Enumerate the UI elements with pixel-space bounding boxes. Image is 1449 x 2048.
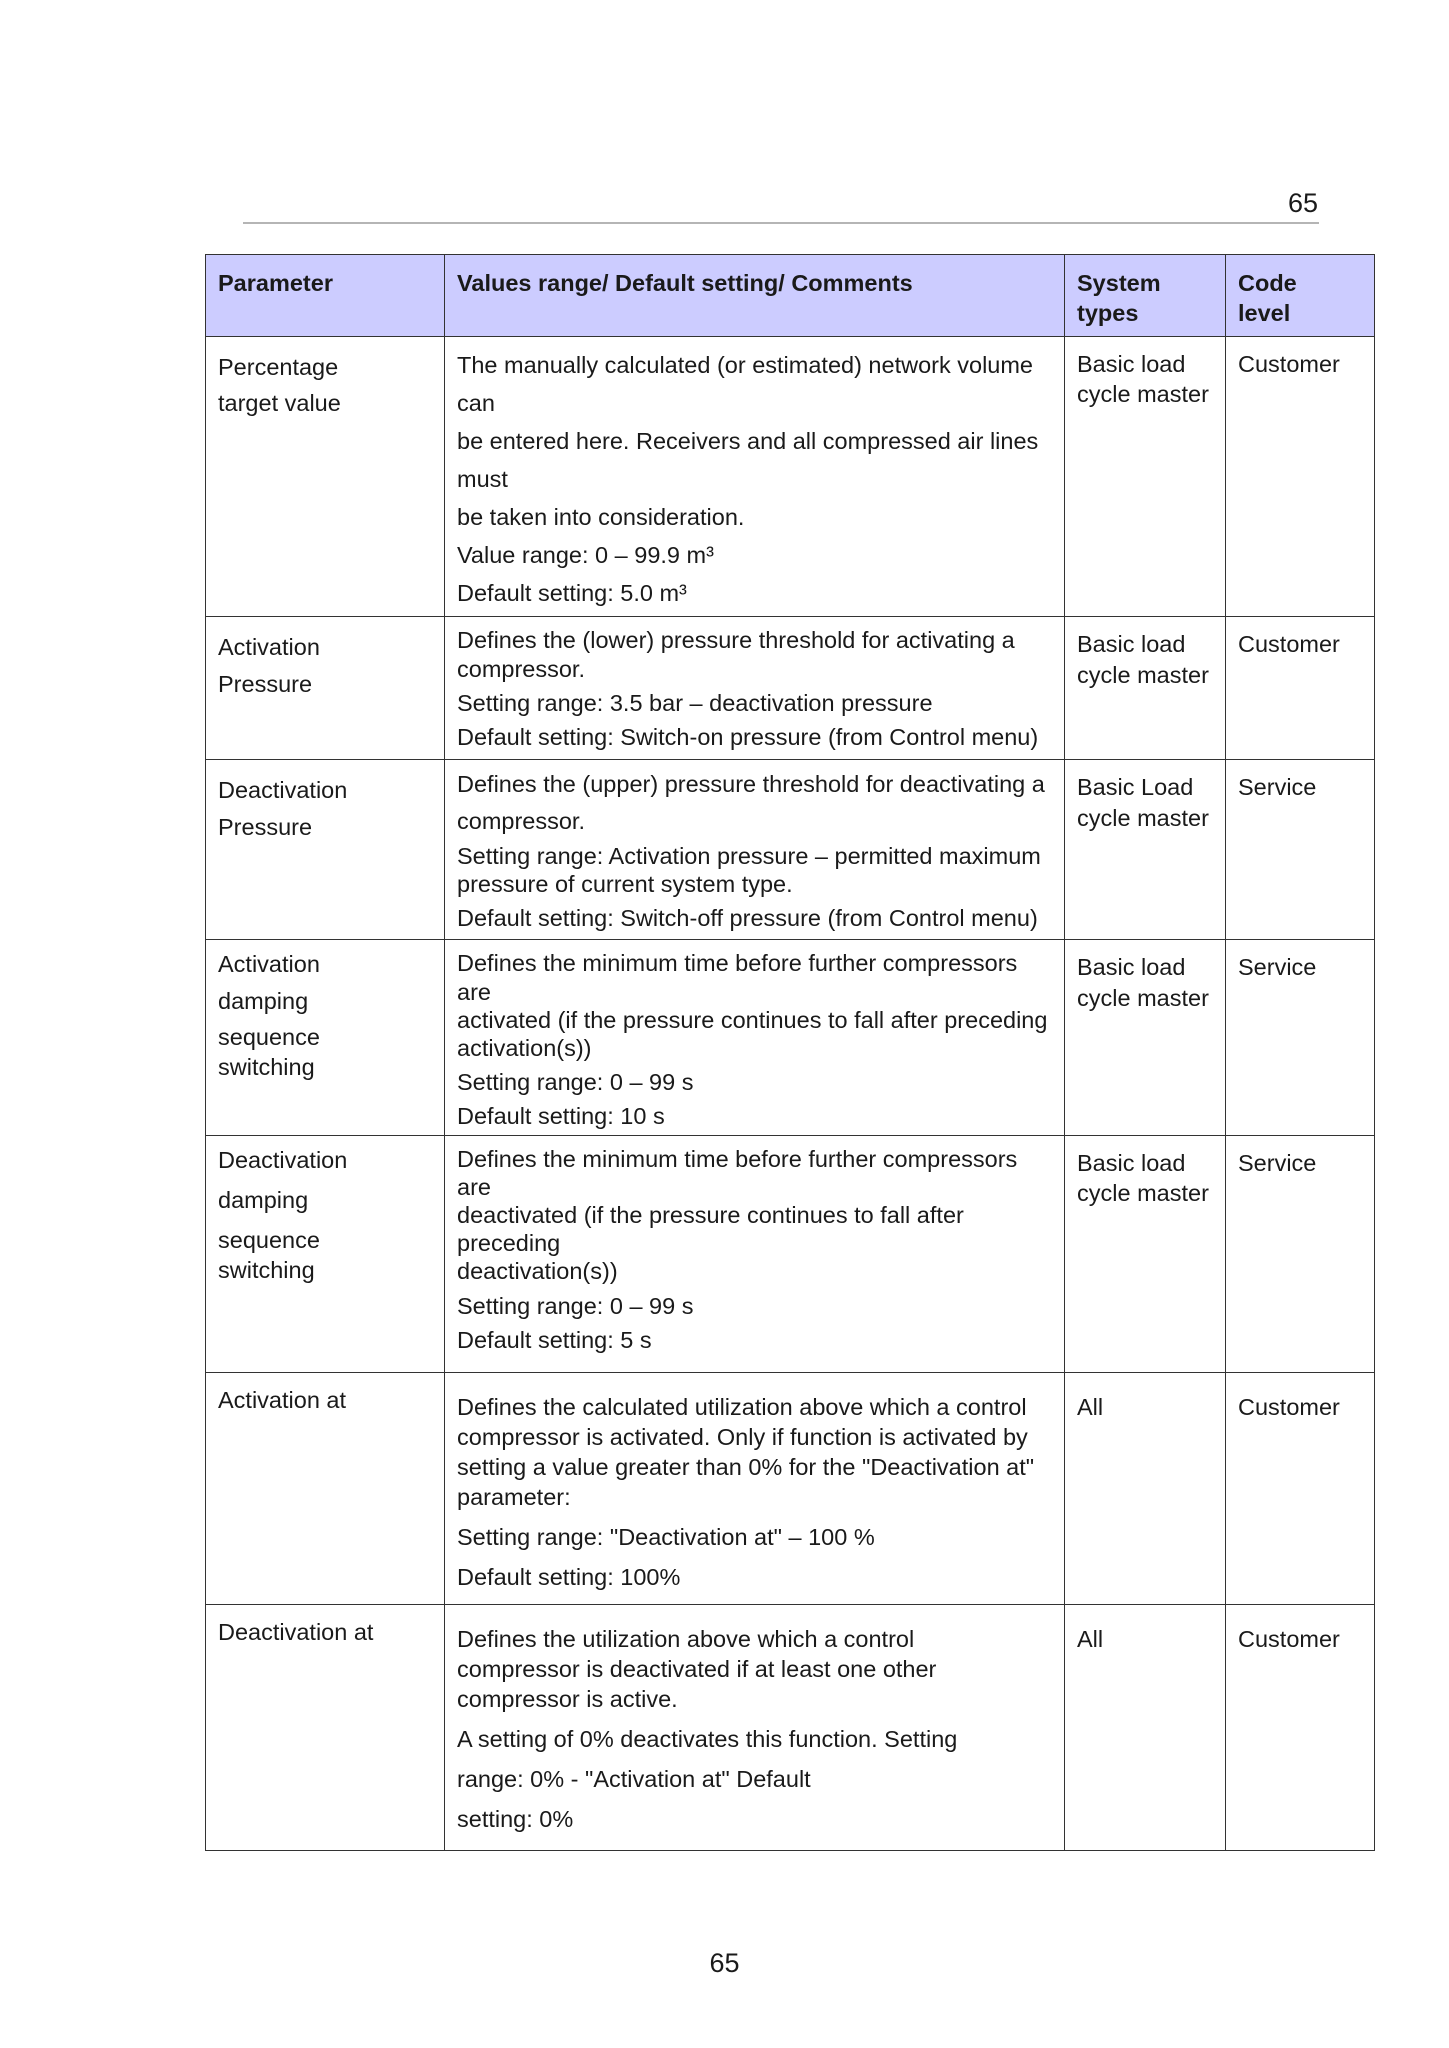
system-types-line: cycle master <box>1077 381 1209 408</box>
cell-code-level <box>1226 760 1375 940</box>
cell-values <box>445 1604 1065 1850</box>
system-types-line: cycle master <box>1077 804 1209 831</box>
cell-code-level <box>1226 940 1375 1135</box>
values-line: Setting range: 0 – 99 s <box>457 1292 694 1319</box>
parameter-line: Deactivation <box>218 1146 348 1173</box>
values-line: compressor. <box>457 655 585 682</box>
system-types-line: All <box>1077 1393 1104 1420</box>
cell-system-types <box>1065 617 1226 760</box>
values-line: Defines the minimum time before further compressors are <box>457 1145 1018 1200</box>
cell-parameter <box>206 617 445 760</box>
header-code-level-line: Code <box>1238 270 1297 296</box>
table-row <box>206 940 1375 1135</box>
table-row <box>206 760 1375 940</box>
parameter-line: Pressure <box>218 813 313 840</box>
table-row <box>206 337 1375 617</box>
table-row <box>206 1372 1375 1604</box>
cell-parameter <box>206 1135 445 1372</box>
values-line: be entered here. Receivers and all compressed air lines must <box>457 428 1039 493</box>
parameter-line: sequence <box>218 1023 320 1050</box>
parameter-line: Percentage <box>218 354 339 380</box>
parameter-line: Pressure <box>218 670 313 697</box>
cell-system-types <box>1065 1135 1226 1372</box>
cell-system-types <box>1065 1604 1226 1850</box>
table-row <box>206 1604 1375 1850</box>
values-line: Defines the calculated utilization above which a control <box>457 1393 1027 1420</box>
values-line: The manually calculated (or estimated) network volume can <box>457 352 1034 417</box>
values-line: activated (if the pressure continues to fall after preceding <box>457 1006 1048 1033</box>
values-line: compressor is deactivated if at least one other <box>457 1655 937 1682</box>
code-level-value: Service <box>1238 954 1317 981</box>
values-line: range: 0% - "Activation at" Default <box>457 1765 811 1792</box>
values-line: Default setting: Switch-on pressure (from Control menu) <box>457 724 1039 750</box>
values-line: Defines the (upper) pressure threshold for deactivating a <box>457 771 1045 798</box>
system-types-line: cycle master <box>1077 661 1209 688</box>
parameter-line: damping <box>218 987 309 1014</box>
table-row <box>206 617 1375 760</box>
parameter-table <box>205 254 1375 1851</box>
values-line: Default setting: 10 s <box>457 1103 665 1130</box>
header-code-level-line: level <box>1238 300 1291 327</box>
parameter-line: Deactivation at <box>218 1618 374 1645</box>
cell-system-types <box>1065 337 1226 617</box>
parameter-line: Activation at <box>218 1386 347 1413</box>
values-line: Default setting: 5 s <box>457 1326 652 1353</box>
system-types-line: Basic load <box>1077 631 1186 658</box>
cell-values <box>445 940 1065 1135</box>
cell-parameter <box>206 760 445 940</box>
page-number-footer: 65 <box>709 1948 740 1978</box>
values-line: parameter: <box>457 1483 571 1510</box>
values-line: Value range: 0 – 99.9 m³ <box>457 542 714 569</box>
cell-values <box>445 760 1065 940</box>
parameter-line: damping <box>218 1186 309 1213</box>
cell-parameter <box>206 940 445 1135</box>
header-parameter <box>206 255 445 337</box>
cell-parameter <box>206 1604 445 1850</box>
values-line: Setting range: 0 – 99 s <box>457 1069 694 1096</box>
values-line: pressure of current system type. <box>457 870 793 897</box>
values-line: setting a value greater than 0% for the "Deactivation at" <box>457 1453 1035 1480</box>
code-level-value: Customer <box>1238 1625 1340 1652</box>
values-line: Default setting: Switch-off pressure (from Control menu) <box>457 904 1038 931</box>
code-level-value: Customer <box>1238 351 1340 377</box>
parameter-line: switching <box>218 1053 315 1080</box>
values-line: setting: 0% <box>457 1805 574 1832</box>
values-line: Default setting: 5.0 m³ <box>457 580 687 607</box>
system-types-line: cycle master <box>1077 1179 1209 1206</box>
values-line: Default setting: 100% <box>457 1563 681 1590</box>
cell-parameter <box>206 337 445 617</box>
values-line: deactivation(s)) <box>457 1258 618 1285</box>
header-values-label: Values range/ Default setting/ Comments <box>457 270 913 296</box>
parameter-line: Activation <box>218 634 320 661</box>
cell-code-level <box>1226 1135 1375 1372</box>
cell-values <box>445 1372 1065 1604</box>
cell-code-level <box>1226 617 1375 760</box>
cell-code-level <box>1226 1372 1375 1604</box>
page-number-header: 65 <box>1287 188 1318 218</box>
system-types-line: Basic Load <box>1077 774 1194 801</box>
values-line: compressor is active. <box>457 1685 678 1712</box>
code-level-value: Service <box>1238 774 1317 801</box>
header-system-types-line: types <box>1077 300 1139 327</box>
cell-code-level <box>1226 337 1375 617</box>
values-line: compressor is activated. Only if function is activated by <box>457 1423 1028 1450</box>
table-row <box>206 1135 1375 1372</box>
header-rule <box>243 222 1319 224</box>
parameter-line: switching <box>218 1256 315 1283</box>
values-line: be taken into consideration. <box>457 504 745 531</box>
parameter-line: sequence <box>218 1226 320 1253</box>
code-level-value: Service <box>1238 1149 1317 1176</box>
cell-values <box>445 617 1065 760</box>
values-line: compressor. <box>457 807 585 834</box>
values-line: Setting range: Activation pressure – permitted maximum <box>457 842 1041 869</box>
cell-system-types <box>1065 760 1226 940</box>
values-line: Defines the utilization above which a control <box>457 1625 915 1652</box>
header-values <box>445 255 1065 337</box>
header-system-types <box>1065 255 1226 337</box>
cell-system-types <box>1065 1372 1226 1604</box>
values-line: Setting range: "Deactivation at" – 100 % <box>457 1523 875 1550</box>
system-types-line: Basic load <box>1077 1149 1186 1176</box>
cell-parameter <box>206 1372 445 1604</box>
parameter-line: Activation <box>218 951 320 978</box>
parameter-line: Deactivation <box>218 777 348 804</box>
values-line: Defines the (lower) pressure threshold for activating a <box>457 627 1015 654</box>
cell-values <box>445 1135 1065 1372</box>
values-line: Setting range: 3.5 bar – deactivation pressure <box>457 689 933 716</box>
system-types-line: Basic load <box>1077 954 1186 981</box>
values-line: Defines the minimum time before further compressors are <box>457 950 1018 1005</box>
values-line: A setting of 0% deactivates this function. Setting <box>457 1725 958 1752</box>
values-line: activation(s)) <box>457 1035 592 1061</box>
parameter-line: target value <box>218 390 341 417</box>
system-types-line: All <box>1077 1625 1104 1652</box>
code-level-value: Customer <box>1238 1393 1340 1420</box>
cell-system-types <box>1065 940 1226 1135</box>
table-header-row <box>206 255 1375 337</box>
system-types-line: cycle master <box>1077 984 1209 1011</box>
values-line: deactivated (if the pressure continues to fall after preceding <box>457 1201 964 1257</box>
system-types-line: Basic load <box>1077 351 1186 377</box>
cell-values <box>445 337 1065 617</box>
header-system-types-line: System <box>1077 270 1161 296</box>
code-level-value: Customer <box>1238 631 1340 658</box>
header-parameter-label: Parameter <box>218 270 333 296</box>
header-code-level <box>1226 255 1375 337</box>
cell-code-level <box>1226 1604 1375 1850</box>
